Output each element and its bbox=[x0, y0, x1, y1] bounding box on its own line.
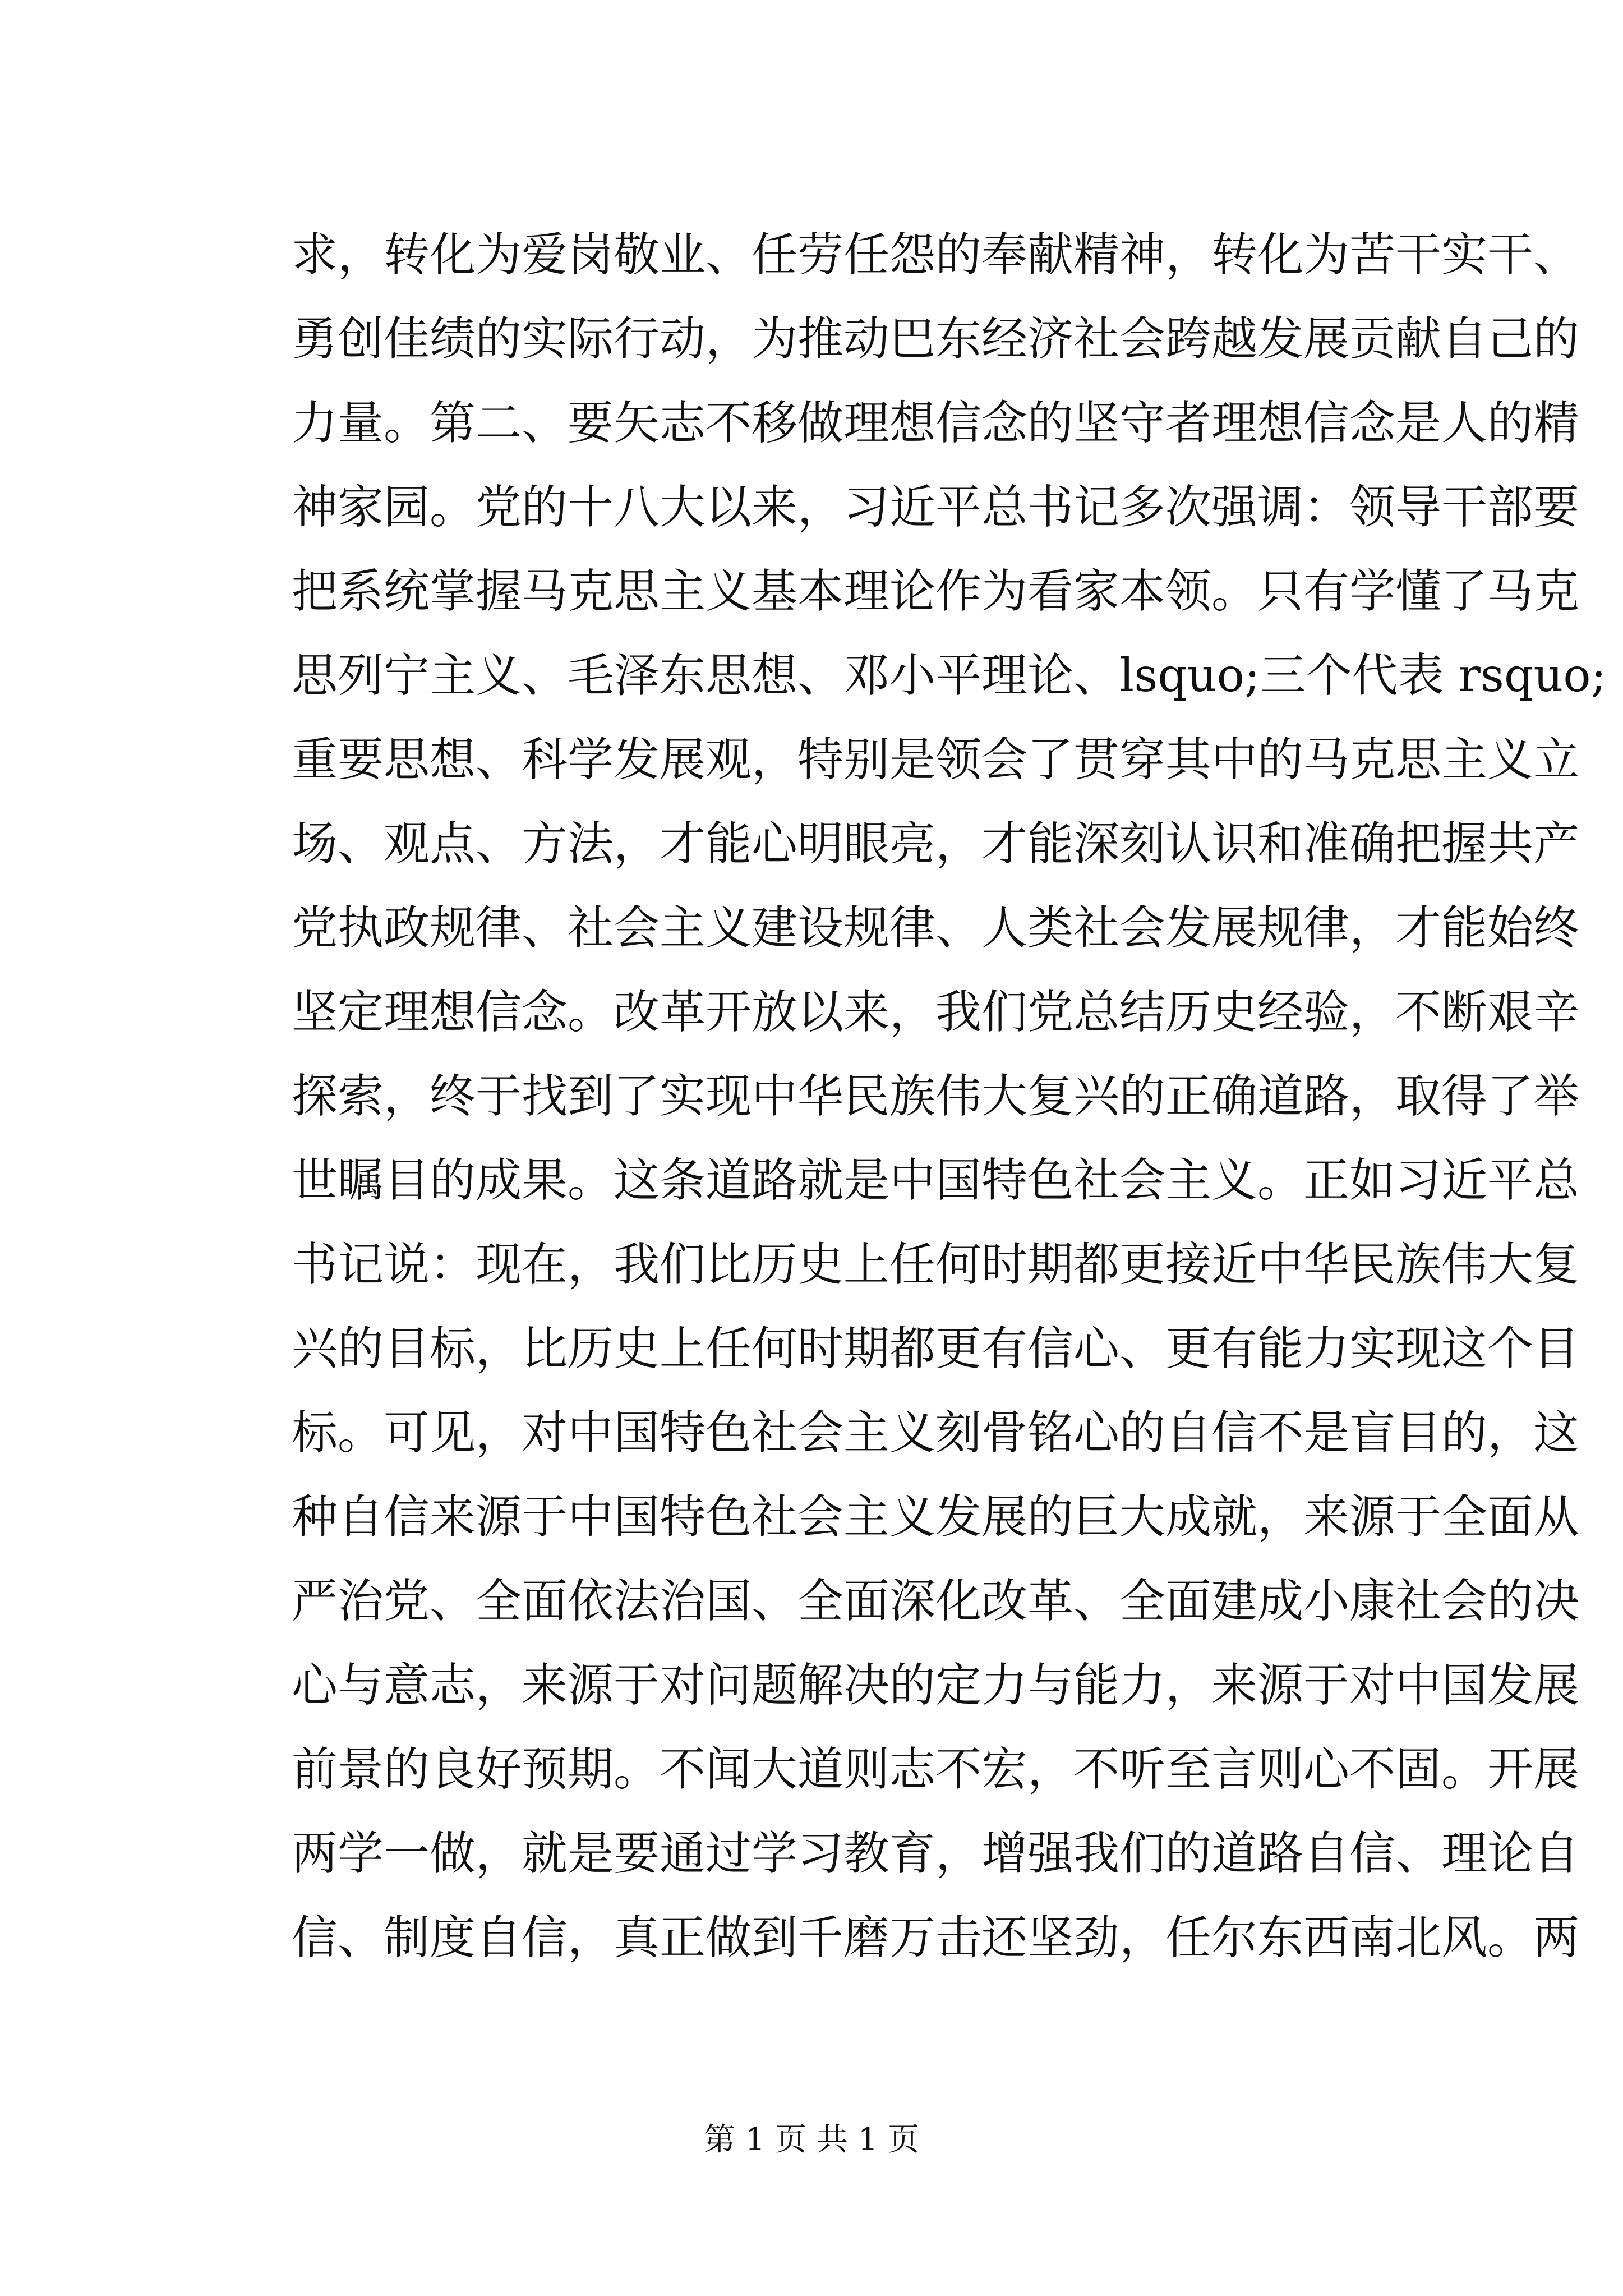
text-line: 场、观点、方法，才能心明眼亮，才能深刻认识和准确把握共产 bbox=[292, 817, 1580, 871]
text-line: 兴的目标，比历史上任何时期都更有信心、更有能力实现这个目 bbox=[292, 1322, 1580, 1375]
text-line: 世瞩目的成果。这条道路就是中国特色社会主义。正如习近平总 bbox=[292, 1154, 1580, 1207]
text-line: 标。可见，对中国特色社会主义刻骨铭心的自信不是盲目的，这 bbox=[292, 1406, 1580, 1460]
text-line: 严治党、全面依法治国、全面深化改革、全面建成小康社会的决 bbox=[292, 1575, 1580, 1628]
text-line: 探索，终于找到了实现中华民族伟大复兴的正确道路，取得了举 bbox=[292, 1070, 1580, 1123]
text-line: 党执政规律、社会主义建设规律、人类社会发展规律，才能始终 bbox=[292, 901, 1580, 955]
text-line: 坚定理想信念。改革开放以来，我们党总结历史经验，不断艰辛 bbox=[292, 986, 1580, 1039]
text-line: 重要思想、科学发展观，特别是领会了贯穿其中的马克思主义立 bbox=[292, 733, 1580, 786]
text-line: 书记说：现在，我们比历史上任何时期都更接近中华民族伟大复 bbox=[292, 1238, 1580, 1291]
text-line: 两学一做，就是要通过学习教育，增强我们的道路自信、理论自 bbox=[292, 1827, 1580, 1880]
body-text bbox=[292, 213, 1607, 1980]
text-line: 种自信来源于中国特色社会主义发展的巨大成就，来源于全面从 bbox=[292, 1490, 1580, 1544]
text-line: 心与意志，来源于对问题解决的定力与能力，来源于对中国发展 bbox=[292, 1659, 1580, 1712]
text-line: 勇创佳绩的实际行动，为推动巴东经济社会跨越发展贡献自己的 bbox=[292, 312, 1580, 366]
text-line: 信、制度自信，真正做到千磨万击还坚劲，任尔东西南北风。两 bbox=[292, 1911, 1580, 1964]
text-line: 前景的良好预期。不闻大道则志不宏，不听至言则心不固。开展 bbox=[292, 1743, 1580, 1796]
text-line: 求，转化为爱岗敬业、任劳任怨的奉献精神，转化为苦干实干、 bbox=[292, 228, 1580, 282]
text-line: 把系统掌握马克思主义基本理论作为看家本领。只有学懂了马克 bbox=[292, 565, 1580, 618]
text-line: 神家园。党的十八大以来，习近平总书记多次强调：领导干部要 bbox=[292, 481, 1580, 534]
text-line: 力量。第二、要矢志不移做理想信念的坚守者理想信念是人的精 bbox=[292, 397, 1580, 450]
text-line: 思列宁主义、毛泽东思想、邓小平理论、lsquo;三个代表 rsquo; bbox=[292, 649, 1607, 702]
page-number-footer: 第 1 页 共 1 页 bbox=[703, 2122, 920, 2158]
